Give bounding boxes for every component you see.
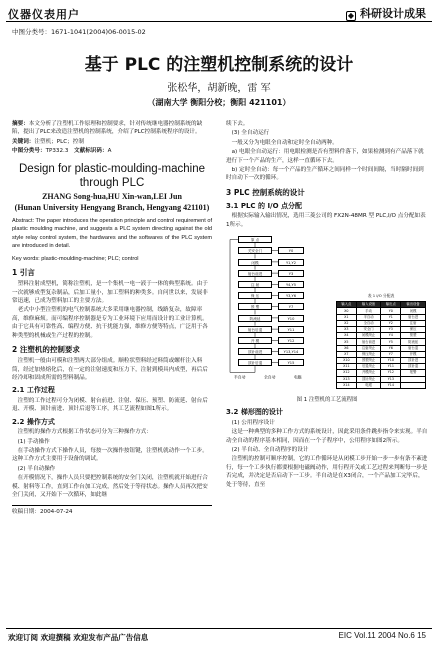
table-cell: 射台前进: [356, 339, 381, 345]
table-cell: X5: [337, 339, 357, 345]
table-cell: 闭模: [401, 308, 426, 314]
abstract-cn: 摘要：本文分析了注塑机工作原理和控制要求，针对传统继电器控制系统的缺陷，提出了PLC来改造注塑机的控制系统，介绍了PLC控制系统程序的设计。: [12, 121, 203, 136]
flow-step: 顶针前进: [238, 348, 272, 355]
table-cell: 预塑终止: [356, 357, 381, 363]
table-cell: 注射终止: [356, 345, 381, 351]
table-cell: Y2: [381, 320, 401, 326]
table-cell: 开模: [401, 351, 426, 357]
paragraph: 注塑机的操作方式根据工作状态可分为三种操作方式：: [17, 429, 152, 436]
keywords-cn: 关键词：注塑机；PLC；控制: [12, 138, 84, 145]
flow-step: 顶针后退: [238, 359, 272, 366]
table-cell: 闭模终止: [356, 333, 381, 339]
section-icon: ◆: [347, 11, 355, 20]
table-cell: Y1: [381, 314, 401, 320]
class-number-line: 中图分类号：1671-1041(2004)06-0015-02: [12, 28, 146, 36]
flow-output: Y10: [278, 315, 304, 322]
received-date: 收稿日期：2004-07-24: [12, 505, 212, 516]
flow-output: Y4,Y5: [278, 281, 304, 288]
table-header: 输出设备: [401, 302, 426, 308]
english-authors: ZHANG Song-hua,HU Xin-wan,LEI Jun: [42, 192, 182, 202]
table-cell: 防流延: [401, 339, 426, 345]
table-cell: X0: [337, 308, 357, 314]
paragraph: 根据实际输入输出情况，选用三菱公司的 FX2N-48MR 型 PLC,I/O 点分配如表1所示。: [226, 213, 426, 228]
table-cell: Y5: [381, 339, 401, 345]
table-cell: Y7: [381, 351, 401, 357]
paragraph: b) 定时全自动：每一个产品的生产循环之间同样一个时间间隔，当时隔时间到时自动下一次的循环。: [226, 166, 424, 182]
paragraph: 老式中小型注塑机的电气控制系统大多采用继电器控制，线路复杂，故障率高，维修麻烦。而可编程序控制器是专为工业环境下应用而设计的工业计算机。由于它具有可靠性高、编程方便、抗干扰能力强，维修方便等特点，广泛用于各种类型的机械或生产过程的控制。: [12, 307, 208, 339]
left-column: [12, 120, 212, 517]
flow-step: 开 模: [238, 337, 272, 344]
table-cell: X7: [337, 351, 357, 357]
figure-caption: 图 1 注塑机的工艺流程图: [296, 397, 358, 404]
flow-step: 预 塑: [238, 303, 272, 310]
table-cell: 顶针进: [401, 357, 426, 363]
flow-output: Y15: [278, 359, 304, 366]
table-cell: X2: [337, 320, 357, 326]
flow-step: 原 点: [238, 236, 272, 243]
paragraph: 注塑机一般由可模和注塑两大部分组成。顺粒状塑料经过料筒或螺杆注入料筒，经过加热熔化后，在一定的注射速度和压力下，注射到模具内成型，再后后经冷却和固成所需的塑料制品。: [12, 358, 208, 382]
section-2-1-title: 2.1 工作过程: [12, 386, 55, 395]
table-header: 输入点: [337, 302, 357, 308]
section-label: 科研设计成果: [360, 7, 426, 20]
flow-output: Y3,Y6: [278, 292, 304, 299]
flow-step: 关安全门: [238, 247, 272, 254]
table-cell: 开模终止: [356, 370, 381, 376]
table-row: [337, 382, 426, 388]
mode-label: 电眼: [294, 374, 302, 380]
table-cell: 电眼: [356, 382, 381, 388]
journal-name: 仪器仪表用户: [8, 8, 80, 21]
section-3-1-title: 3.1 PLC 的 I/O 点分配: [226, 201, 302, 210]
paragraph: 这是一种典型的多种工作方式的系统设计，因此采用条件跳步指令来实现。半自动全自动的程序基本相同，因而在一个子程序中，公用程序如图2所示。: [226, 429, 428, 444]
table-cell: [401, 382, 426, 388]
right-column: [226, 120, 428, 490]
english-affiliation: (Hunan University Hengyang Branch, Hengyang 421101): [14, 202, 210, 212]
table-cell: 顶针终止: [356, 376, 381, 382]
table-cell: 半自动: [356, 314, 381, 320]
footer-rule: [6, 628, 432, 629]
table-cell: X12: [337, 370, 357, 376]
affiliation: （湖南大学 衡阳分校；衡阳 421101）: [147, 98, 291, 107]
table-cell: 后退终止: [356, 364, 381, 370]
table-cell: 射台进: [401, 314, 426, 320]
table-cell: 保压: [401, 327, 426, 333]
flow-output: Y13,Y14: [278, 348, 304, 355]
section-1-title: 1 引言: [12, 268, 35, 278]
paragraph: (2) 半自动、全自动程序的设计: [231, 447, 309, 454]
table-cell: X10: [337, 357, 357, 363]
table-cell: 注射: [401, 320, 426, 326]
mode-label: 全自动: [264, 374, 276, 380]
footer-issue: EIC Vol.11 2004 No.6 15: [338, 631, 426, 640]
paragraph: 续下去。: [226, 121, 249, 127]
flow-step: 保 压: [238, 292, 272, 299]
table-cell: 顶针退: [401, 364, 426, 370]
table-cell: X1: [337, 314, 357, 320]
table-cell: 保压终止: [356, 351, 381, 357]
flow-output: Y0: [278, 247, 304, 254]
flow-step: 注 射: [238, 281, 272, 288]
table-cell: Y6: [381, 345, 401, 351]
table-cell: X3: [337, 327, 357, 333]
flowchart-figure: [226, 233, 428, 395]
section-3-2-title: 3.2 梯形图的设计: [226, 408, 283, 417]
mode-label: 半自动: [234, 374, 246, 380]
io-table-caption: 表 1 I/O 分配表: [367, 293, 395, 299]
english-title: Design for plastic-moulding-machine through PLC: [19, 162, 205, 189]
paragraph: (1) 公用程序设计: [231, 419, 275, 426]
table-cell: 报警: [401, 370, 426, 376]
section-2-2-title: 2.2 操作方式: [12, 417, 55, 426]
flow-output: Y12: [278, 337, 304, 344]
paragraph: 注塑的工作过程可分为闭模、射台前进、注射、保压、预塑、防流延、射台后退、开模、顶针前进、顶针后退等工序，其工艺流程如图1所示。: [12, 397, 208, 413]
paragraph: 在开模情况下，操作人员只要把控制系统的安全门关闭，注塑机就开始进行合模、射料等工作，直到工作台加工完成，然后处于等待状态。操作人员再次把安全门关闭，又开始下一次循环，如此继: [12, 475, 208, 498]
section-3-title: 3 PLC 控制系统的设计: [226, 187, 305, 197]
paragraph: (3) 全自动运行: [231, 130, 270, 137]
paragraph: 塑料注射成型机，简称注塑机，是一个集机一电一液于一体的典型系统。由于一次就够成型复杂制品，后加工量小，加工塑料的种类多。自问世以来，发展非常迅速，已成为塑料加工的主要方法。: [12, 281, 208, 305]
table-cell: Y10: [381, 357, 401, 363]
flow-step: 防流延: [238, 315, 272, 322]
table-cell: X4: [337, 333, 357, 339]
paragraph: 一般又分为电眼全自动和定时全自动两种。: [231, 139, 338, 146]
paragraph: (1) 手动操作: [17, 438, 50, 445]
table-cell: Y0: [381, 308, 401, 314]
table-header: 输出点: [381, 302, 401, 308]
table-cell: 预塑: [401, 333, 426, 339]
flow-output: Y3: [278, 270, 304, 277]
table-cell: 手动: [356, 308, 381, 314]
flow-step: 射台前进: [238, 270, 272, 277]
paper-title: 基于 PLC 的注塑机控制系统的设计: [84, 55, 354, 75]
table-cell: X14: [337, 382, 357, 388]
io-table: [336, 301, 426, 389]
paragraph: (2) 半自动操作: [17, 465, 56, 472]
flow-output: Y11: [278, 326, 304, 333]
section-name: [346, 5, 426, 21]
table-cell: 射台退: [401, 345, 426, 351]
flow-output: Y1,Y2: [278, 259, 304, 266]
table-cell: X13: [337, 376, 357, 382]
table-header: 输入设备: [356, 302, 381, 308]
paragraph: 注塑机的控制可顺序控制，它的工作循环是从闭模工步开始一步一步有条不紊进行，每一个工步执行都要根据电磁阀动作，用行程开关或工艺过程来判断每一步是否完成，并决定是否启动下一工步。半自动是在X3闭合，一个产品加工完毕后，处于等待，直至: [226, 456, 428, 488]
table-cell: 安全门: [356, 327, 381, 333]
footer-slogan: 欢迎订阅 欢迎撰稿 欢迎发布产品广告信息: [8, 633, 149, 642]
paragraph: 在手动操作方式下操作人员，每按一次操作按钮键，注塑机就动作一个工步。这种工作方式主要用于设备的调试。: [12, 448, 208, 463]
table-cell: X11: [337, 364, 357, 370]
header-rule: [6, 21, 432, 22]
table-cell: Y12: [381, 370, 401, 376]
table-cell: Y11: [381, 364, 401, 370]
english-keywords: Key words: plastic-moulding-machine; PLC; control: [12, 255, 139, 262]
table-cell: Y3: [381, 327, 401, 333]
table-cell: Y13: [381, 376, 401, 382]
table-cell: X6: [337, 345, 357, 351]
table-cell: 全自动: [356, 320, 381, 326]
table-cell: Y14: [381, 382, 401, 388]
section-2-title: 2 注塑机的控制要求: [12, 345, 80, 355]
flow-output: Y7: [278, 303, 304, 310]
class-codes: 中图分类号：TP332.3 文献标识码：A: [12, 148, 112, 155]
authors: 张松华，胡新晚，雷 军: [167, 83, 271, 94]
english-abstract: Abstract: The paper introduces the operation principle and control requirement of plastic moulding machine, and suggests a PLC system directing against the old style relay control system, the hardwares and the softwares of the PLC system are introduced in detail.: [12, 218, 212, 250]
flow-step: 闭模: [238, 259, 272, 266]
table-cell: Y4: [381, 333, 401, 339]
flow-step: 射台后退: [238, 326, 272, 333]
paragraph: a) 电眼全自动运行：用电眼检测是否有塑料件落下，如果检测到有产品落下就进行下一个产品的生产，这样一直循环下去。: [226, 149, 424, 164]
